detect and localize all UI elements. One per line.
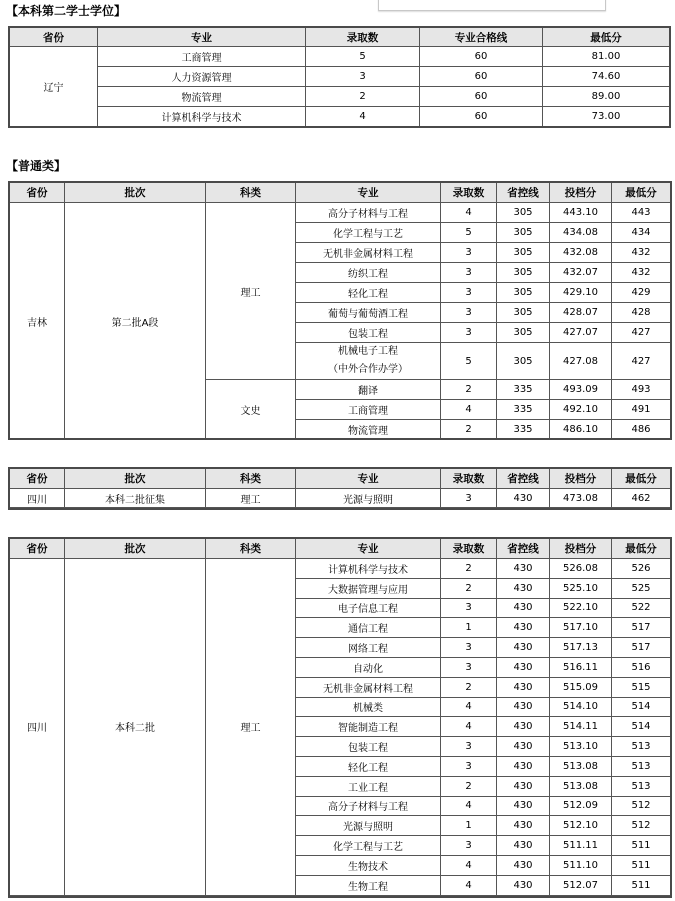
- cell-control-line: 430: [497, 697, 550, 717]
- second-degree-table: [9, 27, 670, 127]
- cell-min-score: 511: [612, 855, 671, 875]
- cell-control-line: 430: [497, 559, 550, 579]
- header-control-line: 省控线: [497, 183, 550, 203]
- cell-filing-score: 432.08: [550, 243, 612, 263]
- cell-filing-score: 486.10: [550, 420, 612, 440]
- cell-filing-score: 427.07: [550, 323, 612, 343]
- cell-admitted: 3: [441, 638, 497, 658]
- cell-category: 理工: [206, 489, 296, 508]
- cell-filing-score: 432.07: [550, 263, 612, 283]
- cell-major: [296, 343, 441, 380]
- cell-min-score: 432: [612, 263, 671, 283]
- cell-filing-score: 434.08: [550, 223, 612, 243]
- cell-filing-score: 513.08: [550, 776, 612, 796]
- cell-admitted: 2: [441, 578, 497, 598]
- cell-major: 光源与照明: [296, 816, 441, 836]
- cell-filing-score: 515.09: [550, 677, 612, 697]
- cell-province: 四川: [10, 559, 65, 896]
- cell-control-line: 430: [497, 638, 550, 658]
- cell-major: 葡萄与葡萄酒工程: [296, 303, 441, 323]
- cell-major: 轻化工程: [296, 283, 441, 303]
- header-batch: 批次: [65, 469, 206, 489]
- cell-admitted: 3: [441, 303, 497, 323]
- cell-min-score: 514: [612, 717, 671, 737]
- cell-control-line: 430: [497, 796, 550, 816]
- cell-min-score: 513: [612, 776, 671, 796]
- cell-qualifying-line: 60: [420, 67, 543, 87]
- cell-control-line: 305: [497, 303, 550, 323]
- cell-filing-score: 427.08: [550, 343, 612, 380]
- header-major: 专业: [98, 28, 306, 47]
- cell-control-line: 305: [497, 223, 550, 243]
- cell-major: 化学工程与工艺: [296, 223, 441, 243]
- table-row: [10, 203, 671, 223]
- cell-control-line: 305: [497, 243, 550, 263]
- cell-admitted: 4: [441, 203, 497, 223]
- sichuan-supplementary-table: [9, 468, 671, 508]
- cell-major: 高分子材料与工程: [296, 796, 441, 816]
- cell-admitted: 1: [441, 618, 497, 638]
- cell-filing-score: 473.08: [550, 489, 612, 508]
- cell-filing-score: 514.10: [550, 697, 612, 717]
- header-province: 省份: [10, 539, 65, 559]
- cell-admitted: 3: [441, 283, 497, 303]
- cell-filing-score: 493.09: [550, 380, 612, 400]
- header-batch: 批次: [65, 183, 206, 203]
- table-row: [10, 87, 670, 107]
- cell-major: 计算机科学与技术: [296, 559, 441, 579]
- cell-major: 通信工程: [296, 618, 441, 638]
- cell-major: 机械类: [296, 697, 441, 717]
- header-major: 专业: [296, 539, 441, 559]
- cell-admitted: 1: [441, 816, 497, 836]
- cell-control-line: 430: [497, 598, 550, 618]
- cell-min-score: 427: [612, 343, 671, 380]
- cell-admitted: 3: [441, 243, 497, 263]
- cell-min-score: 512: [612, 796, 671, 816]
- header-category: 科类: [206, 183, 296, 203]
- cell-control-line: 335: [497, 420, 550, 440]
- header-category: 科类: [206, 539, 296, 559]
- cell-admitted: 3: [441, 598, 497, 618]
- cell-major: 自动化: [296, 657, 441, 677]
- cell-control-line: 430: [497, 756, 550, 776]
- cell-filing-score: 513.10: [550, 737, 612, 757]
- header-admitted: 录取数: [441, 469, 497, 489]
- cell-admitted: 4: [441, 855, 497, 875]
- cell-min-score: 429: [612, 283, 671, 303]
- cell-admitted: 2: [441, 420, 497, 440]
- cell-major: 纺织工程: [296, 263, 441, 283]
- cell-control-line: 305: [497, 203, 550, 223]
- cell-min-score: 515: [612, 677, 671, 697]
- header-filing-score: 投档分: [550, 183, 612, 203]
- cell-major: 大数据管理与应用: [296, 578, 441, 598]
- header-province: 省份: [10, 28, 98, 47]
- cell-major: 智能制造工程: [296, 717, 441, 737]
- cell-major: 工业工程: [296, 776, 441, 796]
- cell-filing-score: 429.10: [550, 283, 612, 303]
- cell-province: 辽宁: [10, 47, 98, 127]
- cell-admitted: 2: [441, 380, 497, 400]
- header-major: 专业: [296, 183, 441, 203]
- header-admitted: 录取数: [441, 183, 497, 203]
- cell-control-line: 430: [497, 776, 550, 796]
- cell-control-line: 430: [497, 657, 550, 677]
- cell-admitted: 2: [441, 559, 497, 579]
- cell-min-score: 73.00: [543, 107, 670, 127]
- cell-major: 化学工程与工艺: [296, 836, 441, 856]
- cell-major: 工商管理: [296, 400, 441, 420]
- cell-qualifying-line: 60: [420, 47, 543, 67]
- cell-filing-score: 522.10: [550, 598, 612, 618]
- cell-province: 吉林: [10, 203, 65, 440]
- cell-control-line: 430: [497, 717, 550, 737]
- cell-admitted: 4: [441, 697, 497, 717]
- cell-min-score: 486: [612, 420, 671, 440]
- cell-filing-score: 517.13: [550, 638, 612, 658]
- major-line: 机械电子工程: [338, 346, 398, 357]
- cell-major: 无机非金属材料工程: [296, 677, 441, 697]
- cell-major: 生物技术: [296, 855, 441, 875]
- cell-admitted: 3: [441, 323, 497, 343]
- cell-control-line: 430: [497, 677, 550, 697]
- cell-min-score: 462: [612, 489, 671, 508]
- cell-control-line: 430: [497, 875, 550, 895]
- cell-admitted: 3: [441, 836, 497, 856]
- cell-category: 理工: [206, 203, 296, 380]
- cell-major: 轻化工程: [296, 756, 441, 776]
- cell-control-line: 430: [497, 836, 550, 856]
- cell-filing-score: 428.07: [550, 303, 612, 323]
- header-admitted: 录取数: [306, 28, 420, 47]
- cell-major: 高分子材料与工程: [296, 203, 441, 223]
- cell-batch: 第二批A段: [65, 203, 206, 440]
- cell-admitted: 4: [306, 107, 420, 127]
- table-row: [10, 489, 671, 508]
- cell-admitted: 5: [306, 47, 420, 67]
- cell-major: 翻译: [296, 380, 441, 400]
- cell-control-line: 305: [497, 323, 550, 343]
- header-min-score: 最低分: [543, 28, 670, 47]
- cell-control-line: 430: [497, 855, 550, 875]
- cell-qualifying-line: 60: [420, 107, 543, 127]
- cell-admitted: 4: [441, 717, 497, 737]
- cell-filing-score: 512.10: [550, 816, 612, 836]
- header-filing-score: 投档分: [550, 469, 612, 489]
- major-line-note: （中外合作办学）: [328, 364, 408, 375]
- cell-batch: 本科二批征集: [65, 489, 206, 508]
- cell-major: 工商管理: [98, 47, 306, 67]
- cell-min-score: 89.00: [543, 87, 670, 107]
- cell-min-score: 513: [612, 756, 671, 776]
- header-province: 省份: [10, 469, 65, 489]
- cell-admitted: 3: [441, 657, 497, 677]
- cell-admitted: 3: [441, 756, 497, 776]
- cell-filing-score: 514.11: [550, 717, 612, 737]
- cell-category: 理工: [206, 559, 296, 896]
- cell-min-score: 493: [612, 380, 671, 400]
- header-control-line: 省控线: [497, 469, 550, 489]
- sichuan-second-batch-table: [9, 538, 671, 896]
- cell-filing-score: 513.08: [550, 756, 612, 776]
- cell-min-score: 517: [612, 618, 671, 638]
- cell-min-score: 511: [612, 875, 671, 895]
- cell-major: 人力资源管理: [98, 67, 306, 87]
- cell-admitted: 3: [441, 489, 497, 508]
- cell-min-score: 525: [612, 578, 671, 598]
- cell-filing-score: 511.10: [550, 855, 612, 875]
- cell-admitted: 3: [441, 263, 497, 283]
- cell-admitted: 4: [441, 796, 497, 816]
- header-qualifying-line: 专业合格线: [420, 28, 543, 47]
- header-min-score: 最低分: [612, 469, 671, 489]
- cell-major: 网络工程: [296, 638, 441, 658]
- cell-major: 电子信息工程: [296, 598, 441, 618]
- cell-control-line: 305: [497, 263, 550, 283]
- cell-control-line: 430: [497, 489, 550, 508]
- cell-filing-score: 525.10: [550, 578, 612, 598]
- cell-major: 计算机科学与技术: [98, 107, 306, 127]
- section-title-general: 【普通类】: [6, 159, 67, 173]
- cell-admitted: 5: [441, 343, 497, 380]
- cell-admitted: 2: [441, 776, 497, 796]
- cell-qualifying-line: 60: [420, 87, 543, 107]
- cell-filing-score: 511.11: [550, 836, 612, 856]
- cell-control-line: 430: [497, 618, 550, 638]
- cell-min-score: 491: [612, 400, 671, 420]
- cell-min-score: 434: [612, 223, 671, 243]
- header-min-score: 最低分: [612, 183, 671, 203]
- cell-control-line: 305: [497, 283, 550, 303]
- section-title-bachelor-second-degree: 【本科第二学士学位】: [6, 4, 127, 18]
- cell-category: 文史: [206, 380, 296, 440]
- cell-control-line: 430: [497, 816, 550, 836]
- cell-major: 无机非金属材料工程: [296, 243, 441, 263]
- cell-min-score: 427: [612, 323, 671, 343]
- table-row: [10, 107, 670, 127]
- cell-filing-score: 512.07: [550, 875, 612, 895]
- top-overlay-box: [378, 0, 606, 11]
- cell-major: 生物工程: [296, 875, 441, 895]
- cell-major: 包装工程: [296, 737, 441, 757]
- cell-control-line: 335: [497, 400, 550, 420]
- cell-admitted: 5: [441, 223, 497, 243]
- cell-min-score: 432: [612, 243, 671, 263]
- cell-control-line: 305: [497, 343, 550, 380]
- cell-major: 包装工程: [296, 323, 441, 343]
- header-batch: 批次: [65, 539, 206, 559]
- header-province: 省份: [10, 183, 65, 203]
- cell-admitted: 4: [441, 400, 497, 420]
- cell-filing-score: 526.08: [550, 559, 612, 579]
- cell-min-score: 517: [612, 638, 671, 658]
- cell-major: 光源与照明: [296, 489, 441, 508]
- header-min-score: 最低分: [612, 539, 671, 559]
- cell-admitted: 4: [441, 875, 497, 895]
- header-filing-score: 投档分: [550, 539, 612, 559]
- cell-min-score: 443: [612, 203, 671, 223]
- cell-min-score: 81.00: [543, 47, 670, 67]
- cell-control-line: 430: [497, 578, 550, 598]
- cell-admitted: 3: [306, 67, 420, 87]
- cell-filing-score: 512.09: [550, 796, 612, 816]
- table-row: [10, 47, 670, 67]
- cell-admitted: 2: [306, 87, 420, 107]
- cell-min-score: 512: [612, 816, 671, 836]
- cell-major: 物流管理: [98, 87, 306, 107]
- cell-min-score: 511: [612, 836, 671, 856]
- cell-filing-score: 517.10: [550, 618, 612, 638]
- cell-control-line: 430: [497, 737, 550, 757]
- jilin-table: [9, 182, 671, 440]
- cell-min-score: 74.60: [543, 67, 670, 87]
- table-row: [10, 67, 670, 87]
- cell-province: 四川: [10, 489, 65, 508]
- cell-min-score: 526: [612, 559, 671, 579]
- header-admitted: 录取数: [441, 539, 497, 559]
- cell-min-score: 514: [612, 697, 671, 717]
- cell-min-score: 428: [612, 303, 671, 323]
- table-row: [10, 559, 671, 579]
- cell-min-score: 516: [612, 657, 671, 677]
- cell-admitted: 3: [441, 737, 497, 757]
- cell-filing-score: 492.10: [550, 400, 612, 420]
- cell-major: 物流管理: [296, 420, 441, 440]
- cell-min-score: 513: [612, 737, 671, 757]
- cell-filing-score: 516.11: [550, 657, 612, 677]
- cell-filing-score: 443.10: [550, 203, 612, 223]
- header-category: 科类: [206, 469, 296, 489]
- header-major: 专业: [296, 469, 441, 489]
- cell-control-line: 335: [497, 380, 550, 400]
- cell-batch: 本科二批: [65, 559, 206, 896]
- cell-min-score: 522: [612, 598, 671, 618]
- header-control-line: 省控线: [497, 539, 550, 559]
- cell-admitted: 2: [441, 677, 497, 697]
